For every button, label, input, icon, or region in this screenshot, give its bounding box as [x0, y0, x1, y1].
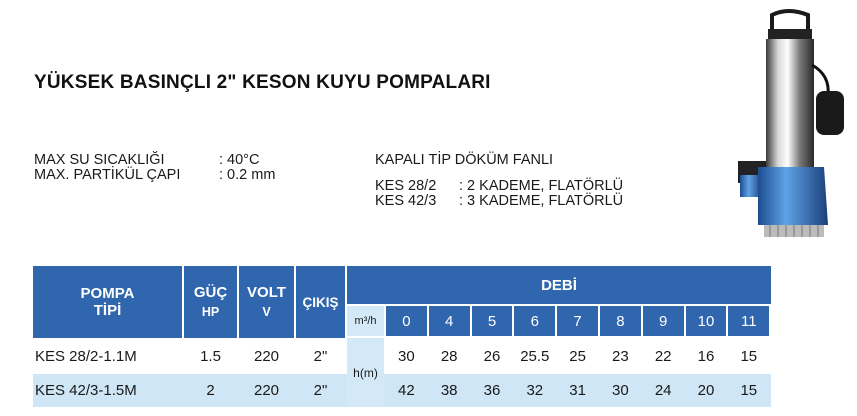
flow-value-header: 5 [472, 306, 513, 336]
header-label: ÇIKIŞ [302, 294, 339, 310]
head-value-cell: 31 [569, 382, 586, 399]
header-power [184, 266, 237, 338]
head-value-cell: 22 [654, 348, 672, 365]
power-cell: 1.5 [200, 348, 221, 365]
header-flow [347, 266, 771, 304]
outlet-cell: 2" [313, 382, 328, 399]
head-value-cell: 42 [398, 382, 415, 399]
spec-value: : 40°C [219, 152, 260, 168]
spec-row [34, 168, 275, 183]
head-value-cell: 30 [398, 348, 415, 365]
flow-unit: m³/h [347, 306, 384, 336]
performance-table [33, 266, 771, 407]
flow-value-header: 6 [514, 306, 555, 336]
header-label: DEBİ [541, 276, 577, 294]
flow-value-header: 10 [686, 306, 727, 336]
spec-row [34, 153, 275, 168]
head-value-cell: 38 [440, 382, 458, 399]
head-value-cell: 25 [569, 348, 586, 365]
page-title: YÜKSEK BASINÇLI 2" KESON KUYU POMPALARI [34, 72, 491, 93]
head-value-cell: 30 [612, 382, 629, 399]
pump-model-cell: KES 28/2-1.1M [35, 348, 137, 365]
head-value-cell: 16 [697, 348, 715, 365]
spec-value: : 0.2 mm [219, 167, 276, 183]
header-unit: V [262, 304, 271, 319]
header-unit: HP [201, 304, 220, 319]
pump-model-cell: KES 42/3-1.5M [35, 382, 137, 399]
header-outlet [296, 266, 345, 338]
flow-value-header: 8 [600, 306, 641, 336]
header-label: POMPA [80, 285, 135, 302]
head-value-cell: 26 [483, 348, 501, 365]
head-value-cell: 28 [440, 348, 458, 365]
spec-label: MAX SU SICAKLIĞI [34, 152, 165, 168]
head-value-cell: 24 [654, 382, 672, 399]
model-desc: : 2 KADEME, FLATÖRLÜ [459, 178, 624, 194]
head-value-cell: 15 [740, 382, 758, 399]
impeller-type-heading: KAPALI TİP DÖKÜM FANLI [375, 152, 554, 168]
header-label: VOLT [247, 283, 286, 301]
spec-label: MAX. PARTİKÜL ÇAPI [34, 167, 181, 183]
flow-value-header: 9 [643, 306, 684, 336]
head-value-cell: 25.5 [520, 348, 550, 365]
model-row [375, 179, 623, 194]
header-label: TİPİ [93, 302, 122, 319]
header-pump-type [33, 266, 182, 338]
model-code: KES 42/3 [375, 193, 437, 209]
flow-value-header: 4 [429, 306, 470, 336]
head-value-cell: 15 [740, 348, 758, 365]
model-code: KES 28/2 [375, 178, 437, 194]
model-spec-list [375, 153, 623, 209]
head-unit: h(m) [347, 338, 384, 407]
head-value-cell: 23 [612, 348, 629, 365]
head-value-cell: 32 [526, 382, 544, 399]
header-label: GÜÇ [193, 283, 228, 301]
model-row [375, 194, 623, 209]
model-desc: : 3 KADEME, FLATÖRLÜ [459, 193, 624, 209]
flow-value-header: 0 [386, 306, 427, 336]
outlet-cell: 2" [313, 348, 328, 365]
voltage-cell: 220 [253, 348, 280, 365]
header-voltage [239, 266, 294, 338]
power-cell: 2 [206, 382, 215, 399]
head-value-cell: 36 [483, 382, 501, 399]
flow-value-header: 11 [728, 306, 769, 336]
pump-product-image [728, 5, 850, 243]
spec-list [34, 153, 275, 183]
head-value-cell: 20 [697, 382, 715, 399]
flow-value-header: 7 [557, 306, 598, 336]
voltage-cell: 220 [253, 382, 280, 399]
